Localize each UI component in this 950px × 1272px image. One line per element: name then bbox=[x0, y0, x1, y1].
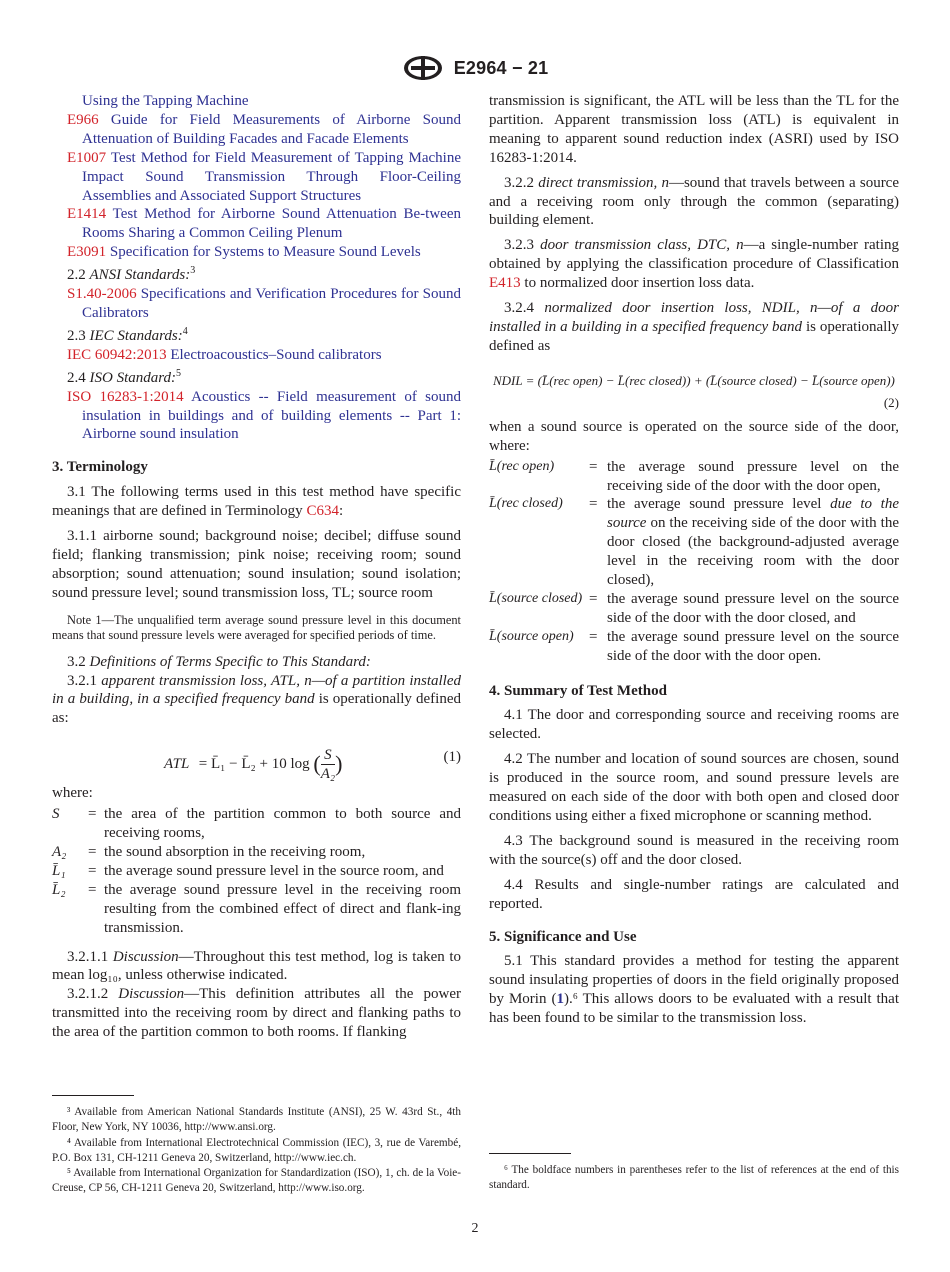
paragraph-3-1: 3.1 The following terms used in this test method have specific meanings that are defined in Terminology C634: bbox=[52, 484, 461, 520]
section-4-title: 4. Summary of Test Method bbox=[489, 682, 667, 699]
iso-heading: 2.4 ISO Standard:$^5$ bbox=[67, 367, 182, 386]
reference-item[interactable]: E966 Guide for Field Measurements of Airborne Sound Attenuation of Building Facades and Facade Elements bbox=[67, 111, 461, 147]
astm-logo-icon bbox=[402, 54, 444, 82]
definition-item: L̄₁ = the average sound pressure level in the source room, and bbox=[52, 862, 444, 879]
paragraph-3-1-1: 3.1.1 airborne sound; background noise; decibel; diffuse sound field; flanking transmission; pink noise; receiving room; sound absorption; sound attenuation; sound insulation; sound isolation; sound pressure level; sound transmission loss, TL; source room bbox=[52, 528, 461, 601]
reference-item[interactable]: IEC 60942:2013 Electroacoustics–Sound calibrators bbox=[67, 346, 382, 363]
paragraph-3-2-1-2: 3.2.1.2 Discussion—This definition attributes all the power transmitted into the receiving room by direct and flanking paths to the area of the partition common to both rooms. If flanking bbox=[52, 986, 461, 1041]
where-label: where: bbox=[52, 785, 93, 802]
paragraph-4-2: 4.2 The number and location of sound sources are chosen, sound is produced in the source room, and sound pressure levels are measured on each side of the door with both open and closed door conditions using either a fixed microphone or scanning method. bbox=[489, 751, 899, 824]
reference-item[interactable]: E1007 Test Method for Field Measurement of Tapping Machine Impact Sound Transmission Through Floor-Ceiling Assemblies and Associated Support Structures bbox=[67, 149, 462, 204]
equation-1: ATL = L̄₁ − L̄₂ + 10 log ( $\frac{S}{\text{A₂}}$ ) (1) bbox=[164, 747, 461, 783]
footnote-rule bbox=[52, 1095, 134, 1096]
page-header bbox=[0, 54, 950, 82]
definition-item: L̄(source closed) = the average sound pressure level on the source side of the door with the door closed, and bbox=[489, 590, 899, 626]
paragraph-4-1: 4.1 The door and corresponding source and receiving rooms are selected. bbox=[489, 707, 899, 743]
equation-2: NDIL = (L̄(rec open) − L̄(rec closed)) + (L̄(source closed) − L̄(source open)) (2) bbox=[489, 362, 899, 412]
left-footnotes bbox=[52, 1095, 461, 1197]
footnote-5: ⁵ Available from International Organization for Standardization (ISO), 1, ch. de la Voie-Creuse, CP 56, CH-1211 Geneva 20, Switzerland, http://www.iso.org. bbox=[52, 1167, 461, 1195]
paragraph-4-3: 4.3 The background sound is measured in the receiving room with the source(s) off and the door closed. bbox=[489, 832, 899, 868]
reference-item[interactable]: ISO 16283-1:2014 Acoustics -- Field measurement of sound insulation in buildings and of building elements -- Part 1: Airborne sound insulation bbox=[67, 388, 461, 443]
paragraph-continuation: transmission is significant, the ATL will be less than the TL for the partition. Apparent transmission loss (ATL) is equivalent in meaning to apparent sound reduction index (ASRI) used by ISO 16283-1:2014. bbox=[489, 93, 899, 166]
definition-item: L̄(rec closed) = the average sound pressure level due to the source on the receiving side of the door with the door closed (the background-adjusted average level in the receiving room with the door closed), bbox=[489, 496, 900, 589]
paragraph-3-2: 3.2 Definitions of Terms Specific to This Standard: bbox=[67, 653, 371, 670]
iec-heading: 2.3 IEC Standards:$^4$ bbox=[67, 325, 188, 344]
definitions-list-2 bbox=[489, 458, 899, 666]
definition-item: S = the area of the partition common to both source and receiving rooms, bbox=[52, 806, 461, 842]
right-footnotes bbox=[489, 1153, 899, 1194]
reference-continuation[interactable]: Using the Tapping Machine bbox=[82, 93, 249, 109]
section-5-title: 5. Significance and Use bbox=[489, 928, 637, 945]
paragraph-3-2-1: 3.2.1 apparent transmission loss, ATL, n—of a partition installed in a building, in a specified frequency band is operationally defined as: bbox=[52, 672, 462, 727]
footnote-6: ⁶ The boldface numbers in parentheses refer to the list of references at the end of this standard. bbox=[489, 1164, 899, 1192]
equation-number: (1) bbox=[443, 749, 461, 766]
left-column bbox=[52, 92, 461, 1042]
paragraph-3-2-1-1: 3.2.1.1 Discussion—Throughout this test method, log is taken to mean log₁₀, unless otherwise indicated. bbox=[52, 948, 461, 984]
definition-item: L̄(rec open) = the average sound pressure level on the receiving side of the door with the door open, bbox=[489, 458, 899, 494]
footnote-3: ³ Available from American National Standards Institute (ANSI), 25 W. 43rd St., 4th Floor, New York, NY 10036, http://www.ansi.org. bbox=[52, 1106, 461, 1134]
paragraph-4-4: 4.4 Results and single-number ratings are calculated and reported. bbox=[489, 876, 899, 912]
paragraph-when: when a sound source is operated on the source side of the door, where: bbox=[489, 418, 899, 454]
definition-item: L̄(source open) = the average sound pressure level on the source side of the door with the door open. bbox=[489, 628, 899, 664]
reference-1-link[interactable]: 1 bbox=[556, 991, 564, 1008]
note-1: Note 1—The unqualified term average sound pressure level in this document means that sound pressure levels were averaged for specified periods of time. bbox=[52, 612, 461, 642]
paragraph-5-1: 5.1 This standard provides a method for testing the apparent sound insulating properties of doors in the field originally proposed by Morin (1).⁶ This allows doors to be evaluated with a result that has been found to be similar to the transmission loss. bbox=[489, 953, 899, 1027]
definition-item: L̄₂ = the average sound pressure level in the receiving room resulting from the combined effect of direct and flank-ing transmission. bbox=[52, 881, 461, 936]
equation-number: (2) bbox=[883, 394, 899, 410]
page-number: 2 bbox=[471, 1221, 479, 1236]
reference-item[interactable]: E3091 Specification for Systems to Measure Sound Levels bbox=[67, 244, 421, 261]
paragraph-3-2-3: 3.2.3 door transmission class, DTC, n—a single-number rating obtained by applying the classification procedure of Classification E413 to normalized door insertion loss data. bbox=[489, 237, 900, 292]
section-3-title: 3. Terminology bbox=[52, 459, 148, 476]
definitions-list-1 bbox=[52, 805, 461, 937]
reference-item[interactable]: E1414 Test Method for Airborne Sound Attenuation Be-tween Rooms Sharing a Common Ceiling Plenum bbox=[67, 206, 461, 242]
footnote-4: ⁴ Available from International Electrotechnical Commission (IEC), 3, rue de Varembé, P.O. Box 131, CH-1211 Geneva 20, Switzerland, http://www.iec.ch. bbox=[52, 1136, 461, 1164]
right-column bbox=[489, 92, 899, 1028]
c634-link[interactable]: C634 bbox=[306, 503, 339, 520]
footnote-rule bbox=[489, 1153, 571, 1154]
e413-link[interactable]: E413 bbox=[489, 275, 521, 292]
document-designation: E2964 − 21 bbox=[453, 57, 549, 78]
reference-item[interactable]: S1.40-2006 Specifications and Verification Procedures for Sound Calibrators bbox=[67, 286, 461, 321]
ansi-heading: 2.2 ANSI Standards:$^3$ bbox=[67, 265, 196, 284]
definition-item: A₂ = the sound absorption in the receiving room, bbox=[52, 844, 366, 860]
paragraph-3-2-2: 3.2.2 direct transmission, n—sound that travels between a source and a receiving room only through the common (separating) building element. bbox=[489, 174, 900, 229]
paragraph-3-2-4: 3.2.4 normalized door insertion loss, NDIL, n—of a door installed in a building in a specified frequency band is operationally defined as bbox=[489, 300, 899, 354]
